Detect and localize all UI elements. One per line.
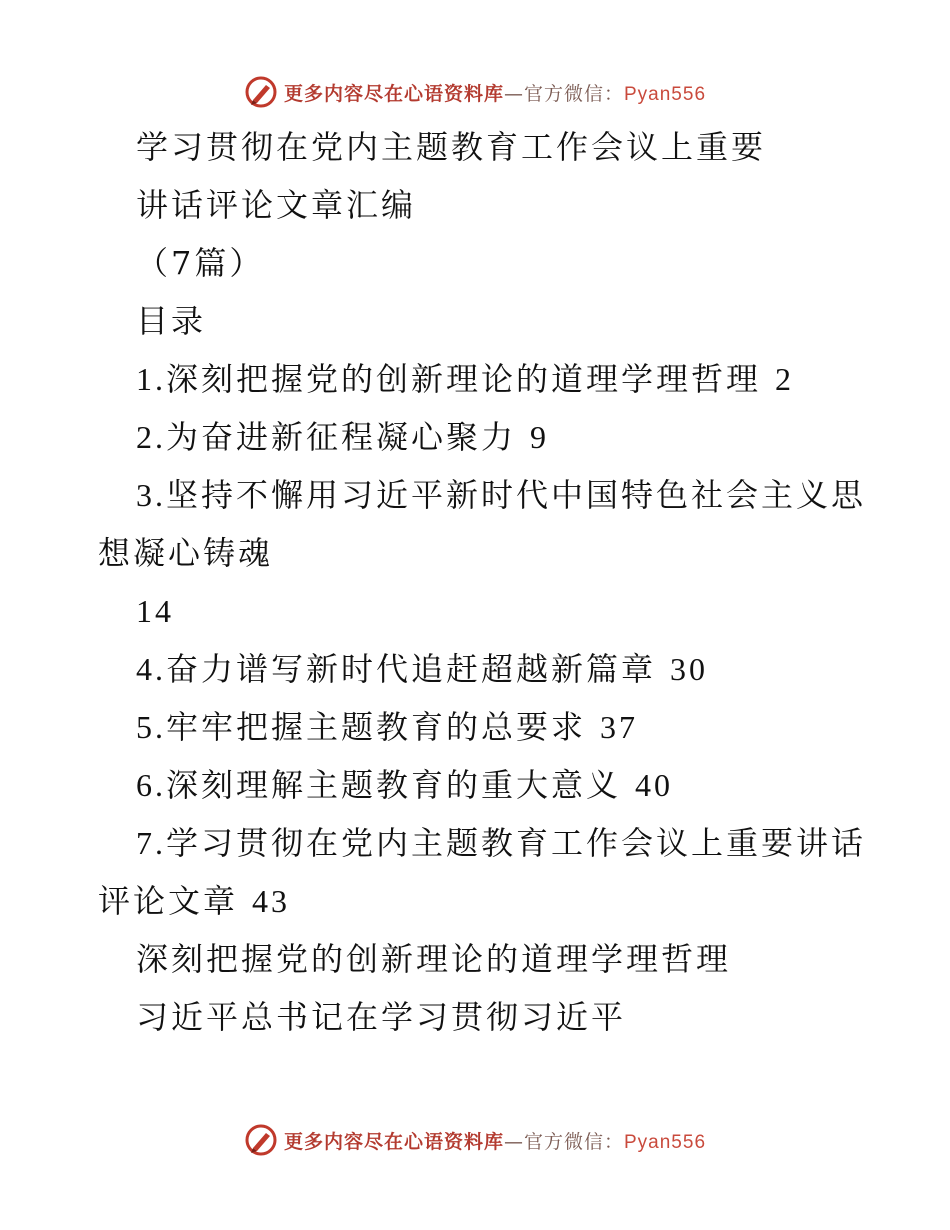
watermark-id: Pyan556 — [624, 1131, 707, 1153]
toc-item-title: 坚持不懈用习近平新时代中国特色社会主义思想凝心铸魂 — [98, 476, 867, 572]
document-body — [98, 118, 868, 1046]
toc-item-page: 40 — [635, 767, 674, 803]
toc-item-page: 9 — [530, 419, 550, 455]
toc-item-page: 2 — [775, 361, 795, 397]
toc-item-1 — [98, 350, 868, 408]
watermark-dash: — — [503, 1130, 524, 1153]
watermark-text — [284, 1127, 706, 1154]
toc-item-7 — [98, 814, 868, 930]
watermark-brand: 更多内容尽在心语资料库 — [283, 1130, 504, 1153]
section-title: 深刻把握党的创新理论的道理学理哲理 — [136, 940, 732, 978]
watermark-text — [284, 79, 706, 106]
watermark-sub: 官方微信： — [523, 1130, 624, 1153]
doc-count: （7篇） — [136, 244, 265, 282]
toc-item-number: 4. — [136, 651, 166, 687]
toc-item-title: 为奋进新征程凝心聚力 — [166, 418, 517, 456]
toc-item-number: 1. — [136, 361, 166, 397]
toc-item-number: 3. — [136, 477, 166, 513]
toc-item-title: 深刻理解主题教育的重大意义 — [166, 766, 622, 804]
toc-item-6 — [98, 756, 868, 814]
toc-item-page: 37 — [600, 709, 639, 745]
doc-title-line-2: 讲话评论文章汇编 — [136, 186, 417, 224]
toc-item-3-page-line — [98, 582, 868, 640]
watermark-brand: 更多内容尽在心语资料库 — [283, 82, 504, 105]
toc-item-page: 30 — [670, 651, 709, 687]
toc-item-title: 奋力谱写新时代追赶超越新篇章 — [166, 650, 657, 688]
body-paragraph-start: 习近平总书记在学习贯彻习近平 — [136, 998, 627, 1036]
toc-item-number: 2. — [136, 419, 166, 455]
watermark-dash: — — [503, 82, 524, 105]
toc-item-4 — [98, 640, 868, 698]
toc-item-number: 6. — [136, 767, 166, 803]
pen-logo-icon — [244, 75, 278, 109]
toc-item-3 — [98, 466, 868, 582]
footer-watermark — [0, 1120, 950, 1160]
header-watermark — [0, 72, 950, 112]
pen-logo-icon — [244, 1123, 278, 1157]
toc-item-5 — [98, 698, 868, 756]
toc-heading: 目录 — [136, 302, 207, 340]
doc-title-line-1: 学习贯彻在党内主题教育工作会议上重要 — [136, 128, 767, 166]
toc-item-page: 43 — [252, 883, 291, 919]
toc-item-title: 牢牢把握主题教育的总要求 — [166, 708, 587, 746]
toc-item-2 — [98, 408, 868, 466]
toc-item-title: 学习贯彻在党内主题教育工作会议上重要讲话评论文章 — [98, 824, 867, 920]
toc-item-number: 7. — [136, 825, 166, 861]
watermark-sub: 官方微信： — [523, 82, 624, 105]
toc-item-page: 14 — [136, 593, 174, 629]
watermark-id: Pyan556 — [624, 83, 707, 105]
toc-item-title: 深刻把握党的创新理论的道理学理哲理 — [166, 360, 762, 398]
toc-item-number: 5. — [136, 709, 166, 745]
